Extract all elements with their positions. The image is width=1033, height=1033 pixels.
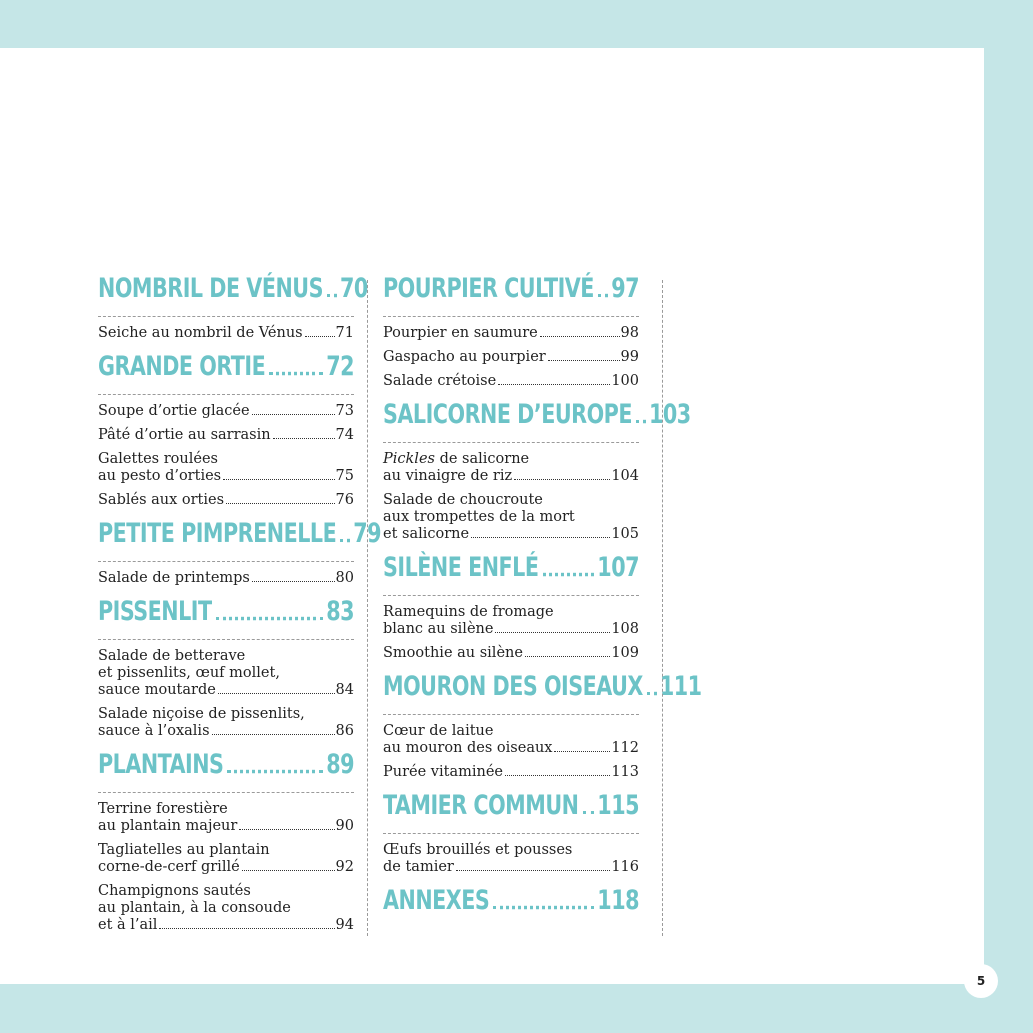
entry-page-number: 109 [611,645,639,661]
section-rule [98,792,354,793]
dot-leader [636,420,646,423]
dot-leader [540,336,620,337]
entry-text: Salade crétoise [383,373,497,389]
entry-line [383,723,639,740]
entry-text: blanc au silène [383,621,494,637]
entry-text: Purée vitaminée [383,764,503,780]
section-page-number: 107 [597,553,639,584]
section-rule [383,714,639,715]
toc-section [98,352,354,509]
entry-text: Salade niçoise de pissenlits, [98,706,305,722]
entry-text: Soupe d’ortie glacée [98,403,250,419]
entry-last-line [383,621,639,638]
toc-section [383,553,639,662]
entry-page-number: 112 [611,740,639,756]
entry-page-number: 92 [335,859,354,875]
dot-leader [495,632,610,633]
entry-text: et pissenlits, œuf mollet, [98,665,280,681]
section-heading[interactable] [98,274,368,305]
entry-text: Terrine forestière [98,801,228,817]
dot-leader [471,537,610,538]
toc-entry[interactable] [383,764,639,781]
toc-entry[interactable] [383,349,639,366]
entry-text: Gaspacho au pourpier [383,349,546,365]
section-rule [383,442,639,443]
entry-line [98,883,354,900]
entry-text: sauce moutarde [98,682,216,698]
dot-leader [456,870,610,871]
section-rule [98,316,354,317]
entry-line [383,492,639,509]
page-number: 5 [964,964,998,998]
entry-last-line [98,427,354,444]
toc-section [98,274,368,342]
section-heading[interactable] [383,672,702,703]
toc-section [383,886,639,917]
entry-line [383,842,639,859]
entry-last-line [383,645,639,662]
toc-section [383,274,639,390]
section-page-number: 70 [339,274,368,305]
entry-text: Champignons sautés [98,883,251,899]
dot-leader [226,503,335,504]
toc-entry[interactable] [98,842,354,876]
entry-text: corne-de-cerf grillé [98,859,240,875]
entry-last-line [98,325,354,342]
entry-text: au plantain majeur [98,818,238,834]
toc-entry[interactable] [98,648,354,699]
entry-text: Galettes roulées [98,451,218,467]
dot-leader [216,617,324,620]
toc-entry[interactable] [98,427,354,444]
section-page-number: 79 [353,519,382,550]
section-title: SILÈNE ENFLÉ [383,553,539,584]
entry-last-line [383,373,639,390]
entry-last-line [383,468,639,485]
toc-entry[interactable] [98,403,354,420]
section-page-number: 72 [326,352,354,383]
entry-text: au plantain, à la consoude [98,900,291,916]
entry-page-number: 105 [611,526,639,542]
toc-entry[interactable] [383,492,639,543]
section-title: ANNEXES [383,886,490,917]
toc-section [98,750,354,934]
dot-leader [647,692,657,695]
toc-entry[interactable] [98,451,354,485]
dot-leader [242,870,335,871]
section-rule [98,561,354,562]
section-title: GRANDE ORTIE [98,352,266,383]
entry-line [98,842,354,859]
entry-page-number: 116 [611,859,639,875]
dot-leader [554,751,610,752]
entry-text: au vinaigre de riz [383,468,513,484]
toc-entry[interactable] [383,373,639,390]
dot-leader [548,360,620,361]
entry-page-number: 108 [611,621,639,637]
toc-entry[interactable] [383,723,639,757]
dot-leader [505,775,610,776]
section-rule [98,394,354,395]
section-heading[interactable] [98,750,354,781]
section-heading[interactable] [383,886,639,917]
toc-section [383,400,691,543]
entry-last-line [98,682,354,699]
entry-text: Smoothie au silène [383,645,523,661]
toc-column-right [383,274,702,931]
column-divider [662,280,663,936]
entry-last-line [98,403,354,420]
dot-leader [218,693,335,694]
toc-section [383,672,702,781]
toc-section [98,519,382,587]
toc-section [383,791,639,876]
toc-entry[interactable] [98,570,354,587]
entry-text: Seiche au nombril de Vénus [98,325,303,341]
toc-entry[interactable] [98,801,354,835]
entry-text: de tamier [383,859,454,875]
entry-page-number: 84 [335,682,354,698]
entry-text: au mouron des oiseaux [383,740,553,756]
dot-leader [239,829,334,830]
section-page-number: 111 [659,672,702,703]
dot-leader [269,372,323,375]
entry-text: Pourpier en saumure [383,325,538,341]
entry-last-line [98,917,354,934]
dot-leader [305,336,335,337]
entry-last-line [383,349,639,366]
section-page-number: 83 [326,597,354,628]
section-heading[interactable] [383,791,639,822]
section-page-number: 97 [611,274,639,305]
entry-text: et salicorne [383,526,470,542]
entry-line [98,801,354,818]
toc-entry[interactable] [383,451,639,485]
entry-page-number: 104 [611,468,639,484]
entry-page-number: 73 [335,403,354,419]
section-heading[interactable] [383,400,691,431]
dot-leader [227,770,323,773]
entry-page-number: 113 [611,764,639,780]
section-heading[interactable] [98,352,354,383]
entry-text: aux trompettes de la mort [383,509,575,525]
toc-entry[interactable] [383,645,639,662]
section-title: PISSENLIT [98,597,212,628]
entry-last-line [98,818,354,835]
entry-italic-text: Pickles [383,451,435,467]
toc-entry[interactable] [383,604,639,638]
section-title: NOMBRIL DE VÉNUS [98,274,323,305]
section-page-number: 118 [597,886,639,917]
entry-page-number: 100 [611,373,639,389]
entry-last-line [98,570,354,587]
toc-entry[interactable] [98,492,354,509]
entry-last-line [98,492,354,509]
entry-text: Cœur de laitue [383,723,494,739]
dot-leader [252,581,335,582]
entry-line [98,665,354,682]
entry-text: de salicorne [434,451,530,467]
section-rule [383,595,639,596]
toc-entry[interactable] [98,325,354,342]
dot-leader [498,384,610,385]
dot-leader [514,479,610,480]
dot-leader [598,294,608,297]
entry-text: Ramequins de fromage [383,604,554,620]
entry-line [98,451,354,468]
dot-leader [525,656,610,657]
entry-last-line [98,859,354,876]
entry-page-number: 75 [335,468,354,484]
dot-leader [583,811,595,814]
entry-page-number: 80 [335,570,354,586]
section-rule [383,833,639,834]
dot-leader [212,734,335,735]
entry-text: Œufs brouillés et pousses [383,842,573,858]
entry-page-number: 74 [335,427,354,443]
entry-line [98,648,354,665]
entry-text: Salade de betterave [98,648,246,664]
entry-text: Tagliatelles au plantain [98,842,270,858]
dot-leader [273,438,335,439]
toc-entry[interactable] [98,706,354,740]
dot-leader [340,539,350,542]
entry-line [383,604,639,621]
toc-section [98,597,354,740]
section-heading[interactable] [98,597,354,628]
entry-text: Sablés aux orties [98,492,225,508]
entry-text: sauce à l’oxalis [98,723,210,739]
entry-page-number: 90 [335,818,354,834]
dot-leader [252,414,335,415]
entry-last-line [98,723,354,740]
dot-leader [223,479,334,480]
entry-page-number: 76 [335,492,354,508]
dot-leader [543,573,595,576]
entry-text: Pâté d’ortie au sarrasin [98,427,271,443]
section-rule [383,316,639,317]
section-page-number: 115 [597,791,639,822]
section-title: MOURON DES OISEAUX [383,672,643,703]
entry-page-number: 86 [335,723,354,739]
column-divider [367,280,368,936]
toc-entry[interactable] [383,325,639,342]
section-title: TAMIER COMMUN [383,791,579,822]
entry-page-number: 94 [335,917,354,933]
toc-column-left [98,274,382,950]
section-page-number: 89 [326,750,354,781]
entry-text: au pesto d’orties [98,468,222,484]
section-title: SALICORNE D’EUROPE [383,400,632,431]
entry-line [98,706,354,723]
dot-leader [493,906,594,909]
entry-last-line [98,468,354,485]
section-heading[interactable] [98,519,382,550]
entry-last-line [383,859,639,876]
section-title: PETITE PIMPRENELLE [98,519,337,550]
entry-line [383,451,639,468]
entry-last-line [383,526,639,543]
entry-last-line [383,740,639,757]
section-heading[interactable] [383,553,639,584]
entry-page-number: 99 [620,349,639,365]
section-title: PLANTAINS [98,750,224,781]
section-rule [98,639,354,640]
entry-page-number: 98 [620,325,639,341]
section-title: POURPIER CULTIVÉ [383,274,594,305]
entry-text: Salade de printemps [98,570,250,586]
entry-page-number: 71 [335,325,354,341]
entry-last-line [383,764,639,781]
entry-last-line [383,325,639,342]
dot-leader [159,928,334,929]
section-page-number: 103 [648,400,691,431]
toc-entry[interactable] [98,883,354,934]
toc-entry[interactable] [383,842,639,876]
entry-line [98,900,354,917]
entry-line [383,509,639,526]
entry-text: et à l’ail [98,917,158,933]
section-heading[interactable] [383,274,639,305]
entry-text: Salade de choucroute [383,492,543,508]
dot-leader [327,294,337,297]
